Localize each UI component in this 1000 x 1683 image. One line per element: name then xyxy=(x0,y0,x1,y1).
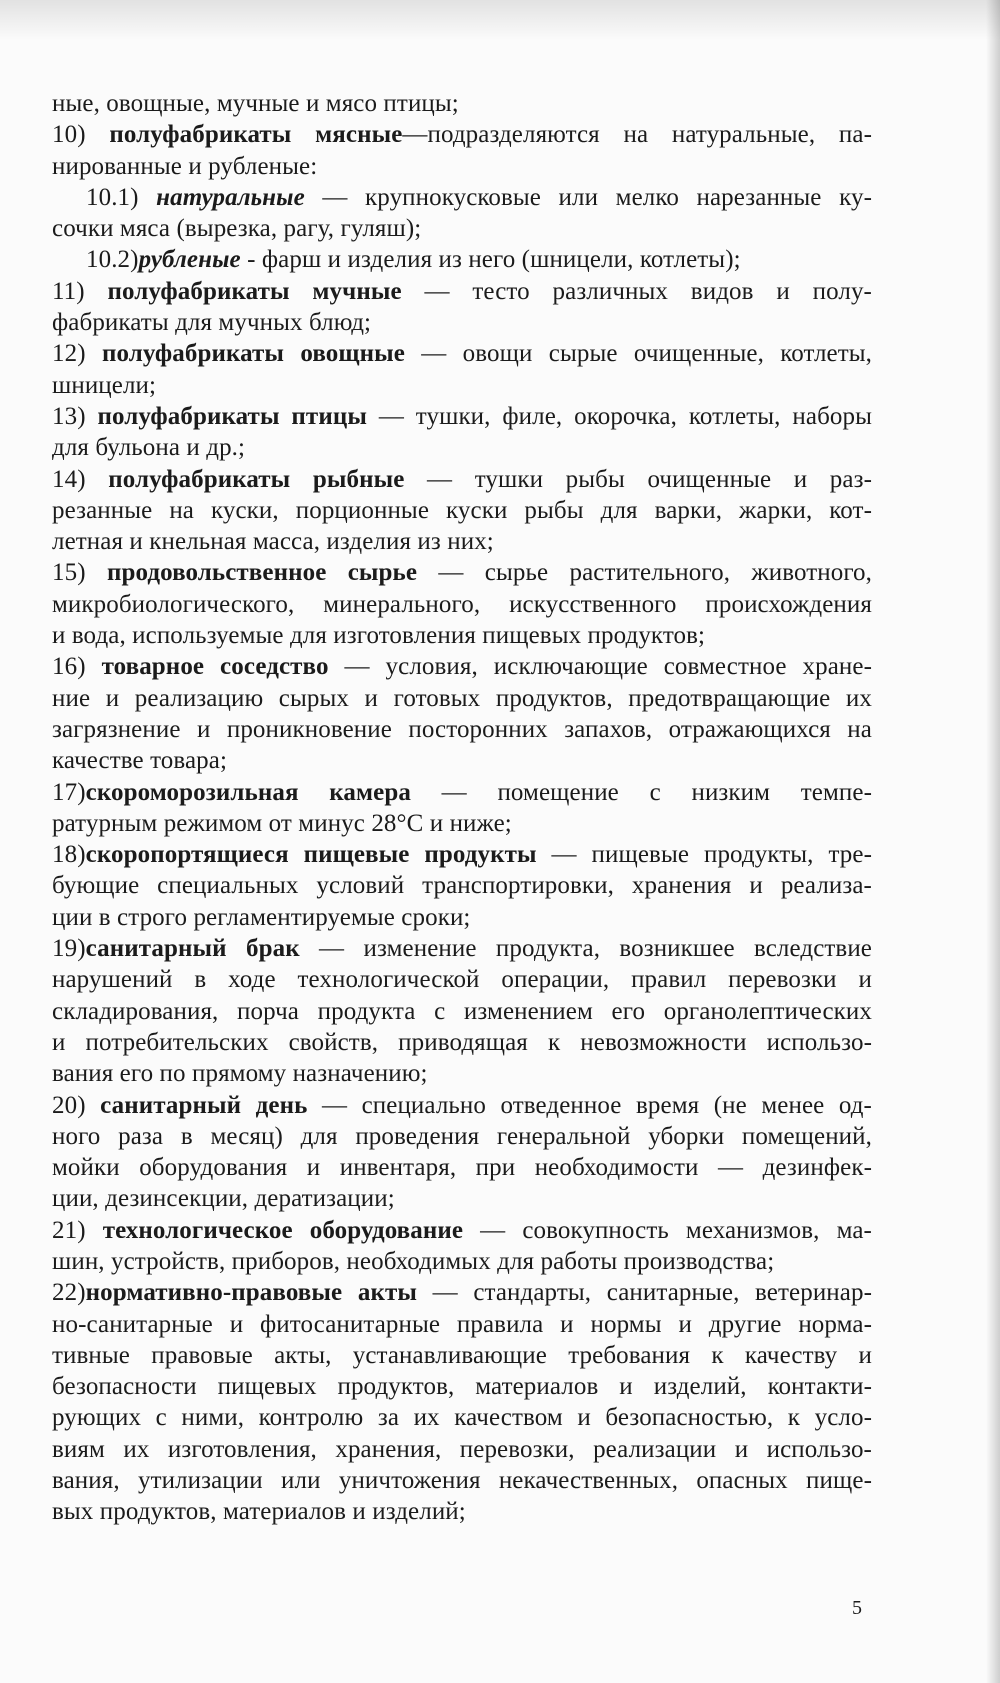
term: полуфабрикаты овощные xyxy=(101,340,405,368)
scan-shadow xyxy=(0,0,1000,40)
text-line: тивные правовые акты, устанавливающие требования к качеству и xyxy=(52,1341,872,1369)
term: полуфабрикаты птицы xyxy=(97,402,367,430)
text-line: 15) продовольственное сырье — сырье растительного, животного, xyxy=(52,559,872,587)
text-line: мойки оборудования и инвентаря, при необходимости — дезинфек- xyxy=(52,1154,872,1182)
term: нормативно-правовые акты xyxy=(85,1279,417,1307)
text-line: шин, устройств, приборов, необходимых для работы производства; xyxy=(52,1247,775,1275)
text-line: микробиологического, минерального, искусственного происхождения xyxy=(52,590,872,618)
term: натуральные xyxy=(156,183,305,211)
text-line: нарушений в ходе технологической операции, правил перевозки и xyxy=(52,966,872,994)
text-line: шницели; xyxy=(52,371,157,399)
text-line: резанные на куски, порционные куски рыбы для варки, жарки, кот- xyxy=(52,496,872,524)
text-line: летная и кнельная масса, изделия из них; xyxy=(52,528,494,556)
text-line: 10) полуфабрикаты мясные—подразделяются на натуральные, па- xyxy=(52,121,872,149)
term: полуфабрикаты мучные xyxy=(107,277,402,305)
text-line: вания, утилизации или уничтожения некачественных, опасных пище- xyxy=(52,1467,872,1495)
text-line: ции в строго регламентируемые сроки; xyxy=(52,903,471,931)
term: полуфабрикаты мясные xyxy=(109,121,403,149)
text-line: ние и реализацию сырых и готовых продуктов, предотвращающие их xyxy=(52,684,872,712)
text-line: для бульона и др.; xyxy=(52,434,246,462)
text-line: 16) товарное соседство — условия, исключающие совместное хране- xyxy=(52,653,872,681)
text-line: 17)скороморозильная камера — помещение с низким темпе- xyxy=(52,778,872,806)
text-line: 18)скоропортящиеся пищевые продукты — пищевые продукты, тре- xyxy=(52,841,873,869)
term: рубленые xyxy=(138,246,241,274)
text-line: 13) полуфабрикаты птицы — тушки, филе, окорочка, котлеты, наборы xyxy=(52,402,872,430)
term: скоропортящиеся пищевые продукты xyxy=(85,841,537,869)
text-line: нированные и рубленые: xyxy=(52,152,318,180)
text-line: безопасности пищевых продуктов, материалов и изделий, контакти- xyxy=(52,1373,872,1401)
term: технологическое оборудование xyxy=(102,1216,464,1244)
text-line: бующие специальных условий транспортировки, хранения и реализа- xyxy=(52,872,872,900)
text-line: 21) технологическое оборудование — совокупность механизмов, ма- xyxy=(52,1216,872,1244)
text-line: ратурным режимом от минус 28°С и ниже; xyxy=(52,809,512,837)
text-line: 20) санитарный день — специально отведенное время (не менее од- xyxy=(52,1091,872,1119)
text-line: загрязнение и проникновение посторонних запахов, отражающихся на xyxy=(52,715,872,743)
term: продовольственное сырье xyxy=(106,559,418,587)
text-line: 14) полуфабрикаты рыбные — тушки рыбы очищенные и раз- xyxy=(52,465,872,493)
text-line: 11) полуфабрикаты мучные — тесто различных видов и полу- xyxy=(52,277,872,305)
text-line: 19)санитарный брак — изменение продукта, возникшее вследствие xyxy=(52,935,872,963)
text-line: 22)нормативно-правовые акты — стандарты, санитарные, ветеринар- xyxy=(52,1279,872,1307)
term: санитарный день xyxy=(100,1091,308,1119)
text-line: ного раза в месяц) для проведения генеральной уборки помещений, xyxy=(52,1122,872,1150)
term: товарное соседство xyxy=(101,653,329,681)
page-number: 5 xyxy=(852,1597,862,1619)
text-line: и потребительских свойств, приводящая к невозможности использо- xyxy=(52,1028,872,1056)
text-line: вания его по прямому назначению; xyxy=(52,1060,428,1088)
term: полуфабрикаты рыбные xyxy=(108,465,405,493)
term: скороморозильная камера xyxy=(85,778,411,806)
text-line: но-санитарные и фитосанитарные правила и нормы и другие норма- xyxy=(52,1310,872,1338)
text-line: вых продуктов, материалов и изделий; xyxy=(52,1498,466,1526)
text-line: качестве товара; xyxy=(52,747,227,775)
page-edge-shadow xyxy=(986,0,1000,1683)
text-line: ные, овощные, мучные и мясо птицы; xyxy=(52,90,459,117)
text-line: фабрикаты для мучных блюд; xyxy=(52,309,372,337)
term: санитарный брак xyxy=(85,935,300,963)
text-line: и вода, используемые для изготовления пищевых продуктов; xyxy=(52,622,706,650)
text-line: 10.2)рубленые - фарш и изделия из него (шницели, котлеты); xyxy=(86,246,741,274)
text-line: 12) полуфабрикаты овощные — овощи сырые очищенные, котлеты, xyxy=(52,340,872,368)
body-text xyxy=(52,88,872,1528)
text-line: складирования, порча продукта с изменением его органолептических xyxy=(52,997,872,1025)
text-line: виям их изготовления, хранения, перевозки, реализации и использо- xyxy=(52,1435,872,1463)
text-line: сочки мяса (вырезка, рагу, гуляш); xyxy=(52,215,422,243)
text-line: 10.1) натуральные — крупнокусковые или мелко нарезанные ку- xyxy=(86,183,872,211)
text-line: ции, дезинсекции, дератизации; xyxy=(52,1185,395,1213)
text-line: рующих с ними, контролю за их качеством и безопасностью, к усло- xyxy=(52,1404,872,1432)
